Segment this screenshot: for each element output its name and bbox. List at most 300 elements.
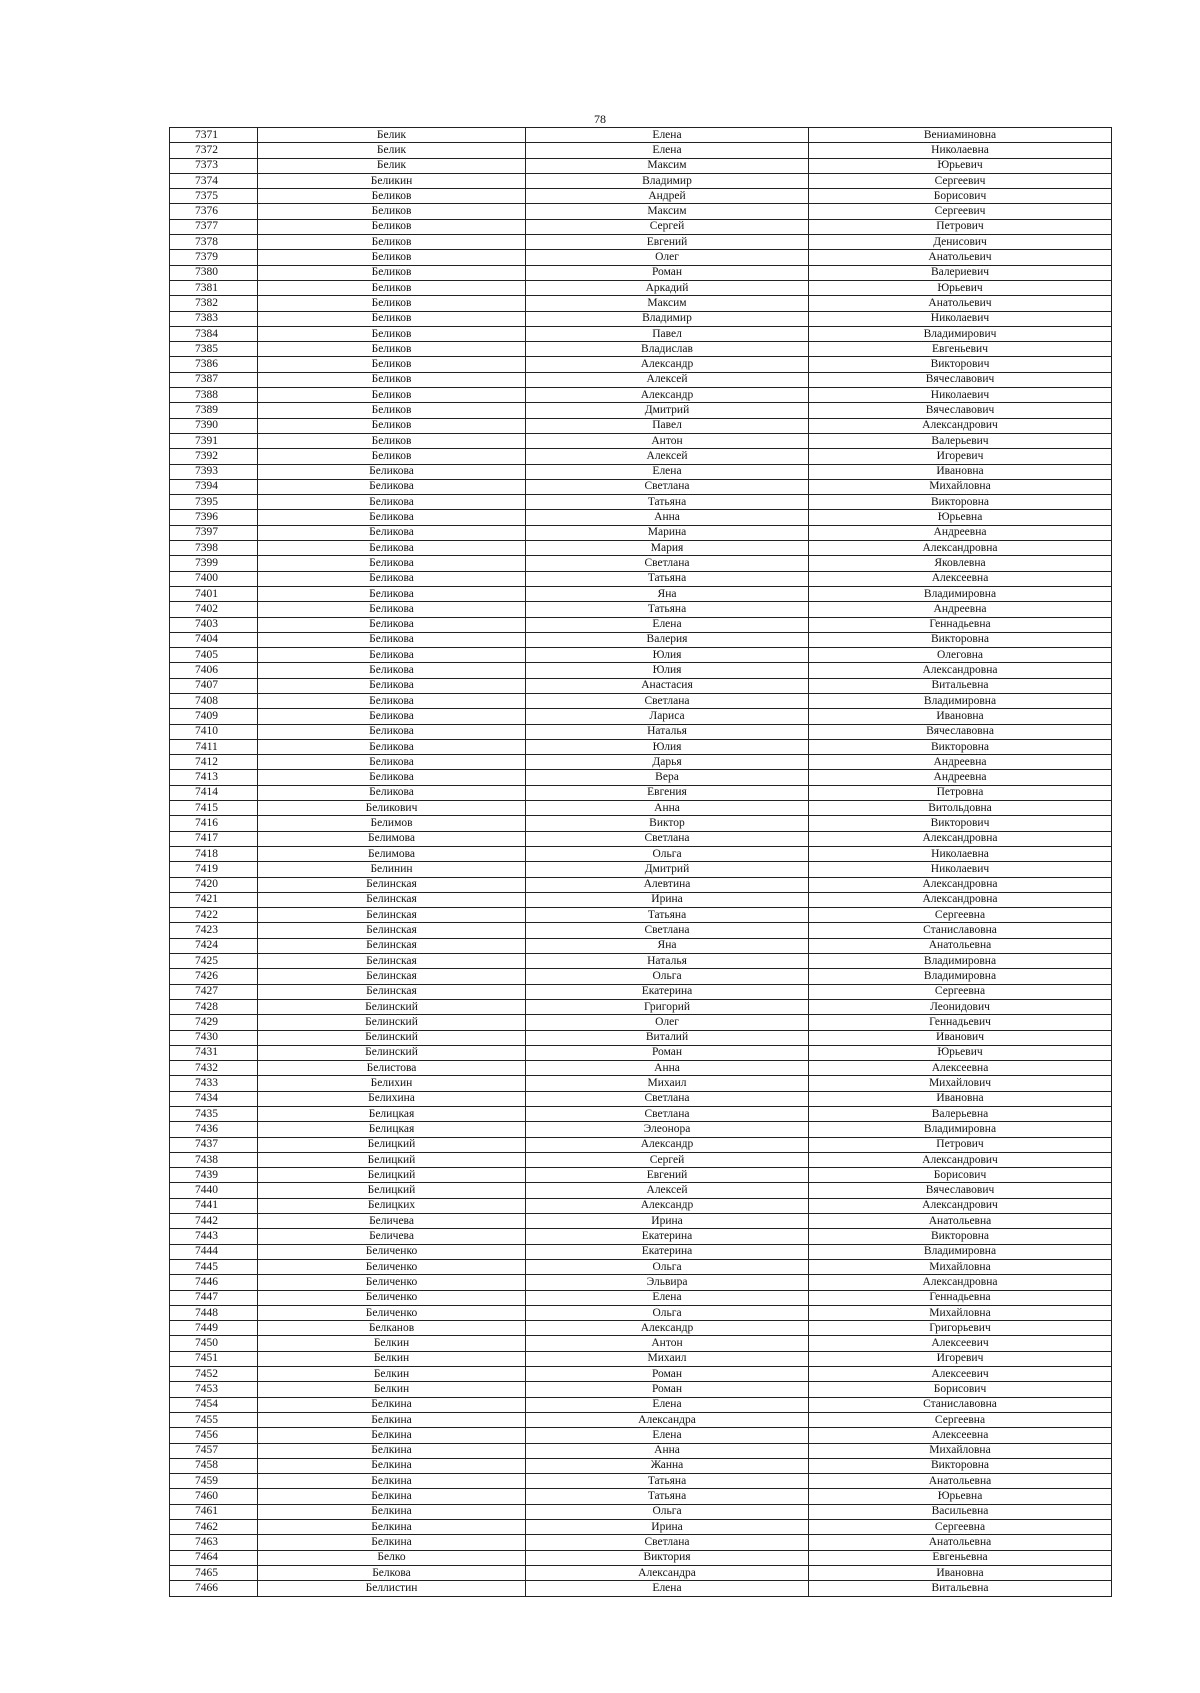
patronymic-cell: Николаевна [809,143,1112,158]
table-row [170,418,1112,433]
row-number-cell: 7432 [170,1061,258,1076]
table-row [170,831,1112,846]
first-name-cell: Алевтина [526,877,809,892]
surname-cell: Беликова [258,479,526,494]
patronymic-cell: Викторович [809,357,1112,372]
surname-cell: Беликова [258,785,526,800]
table-row [170,1214,1112,1229]
surname-cell: Белинская [258,954,526,969]
row-number-cell: 7419 [170,862,258,877]
table-row [170,571,1112,586]
registry-table [169,127,1112,1597]
surname-cell: Беллистин [258,1581,526,1596]
first-name-cell: Елена [526,617,809,632]
row-number-cell: 7392 [170,449,258,464]
surname-cell: Белицкий [258,1183,526,1198]
surname-cell: Белинская [258,877,526,892]
surname-cell: Беликов [258,189,526,204]
patronymic-cell: Станиславовна [809,923,1112,938]
first-name-cell: Светлана [526,693,809,708]
first-name-cell: Владимир [526,311,809,326]
row-number-cell: 7389 [170,403,258,418]
table-row [170,923,1112,938]
patronymic-cell: Александровна [809,1275,1112,1290]
surname-cell: Беличенко [258,1275,526,1290]
row-number-cell: 7460 [170,1489,258,1504]
surname-cell: Беликов [258,326,526,341]
table-row [170,433,1112,448]
patronymic-cell: Ивановна [809,1565,1112,1580]
patronymic-cell: Николаевна [809,846,1112,861]
patronymic-cell: Анатольевич [809,296,1112,311]
table-row [170,1458,1112,1473]
surname-cell: Белкина [258,1520,526,1535]
first-name-cell: Григорий [526,999,809,1014]
patronymic-cell: Александровна [809,663,1112,678]
first-name-cell: Татьяна [526,602,809,617]
surname-cell: Белканов [258,1321,526,1336]
patronymic-cell: Геннадьевна [809,1290,1112,1305]
patronymic-cell: Иванович [809,1030,1112,1045]
table-row [170,541,1112,556]
table-row [170,938,1112,953]
first-name-cell: Александр [526,357,809,372]
table-row [170,1259,1112,1274]
surname-cell: Белик [258,128,526,143]
first-name-cell: Александра [526,1565,809,1580]
patronymic-cell: Юрьевич [809,158,1112,173]
table-row [170,296,1112,311]
table-row [170,1015,1112,1030]
first-name-cell: Антон [526,1336,809,1351]
row-number-cell: 7381 [170,280,258,295]
surname-cell: Беликов [258,204,526,219]
first-name-cell: Елена [526,464,809,479]
patronymic-cell: Петрович [809,219,1112,234]
row-number-cell: 7373 [170,158,258,173]
first-name-cell: Евгений [526,235,809,250]
surname-cell: Беликов [258,219,526,234]
patronymic-cell: Сергеевна [809,1412,1112,1427]
patronymic-cell: Андреевна [809,755,1112,770]
row-number-cell: 7425 [170,954,258,969]
surname-cell: Беликова [258,602,526,617]
patronymic-cell: Александрович [809,418,1112,433]
row-number-cell: 7412 [170,755,258,770]
row-number-cell: 7429 [170,1015,258,1030]
first-name-cell: Роман [526,1367,809,1382]
table-row [170,1443,1112,1458]
first-name-cell: Вера [526,770,809,785]
surname-cell: Беличенко [258,1290,526,1305]
patronymic-cell: Вениаминовна [809,128,1112,143]
patronymic-cell: Викторович [809,816,1112,831]
patronymic-cell: Анатольевна [809,1535,1112,1550]
surname-cell: Беликова [258,693,526,708]
page-number: 78 [594,112,606,126]
table-row [170,984,1112,999]
table-row [170,128,1112,143]
row-number-cell: 7437 [170,1137,258,1152]
row-number-cell: 7372 [170,143,258,158]
patronymic-cell: Васильевна [809,1504,1112,1519]
first-name-cell: Павел [526,326,809,341]
row-number-cell: 7379 [170,250,258,265]
first-name-cell: Яна [526,938,809,953]
surname-cell: Белик [258,143,526,158]
row-number-cell: 7424 [170,938,258,953]
row-number-cell: 7400 [170,571,258,586]
table-row [170,1520,1112,1535]
surname-cell: Белицкий [258,1152,526,1167]
row-number-cell: 7386 [170,357,258,372]
first-name-cell: Елена [526,1290,809,1305]
table-row [170,1504,1112,1519]
surname-cell: Белицкая [258,1107,526,1122]
surname-cell: Белицких [258,1198,526,1213]
surname-cell: Беликова [258,678,526,693]
first-name-cell: Александр [526,388,809,403]
surname-cell: Беликов [258,250,526,265]
surname-cell: Беликова [258,541,526,556]
row-number-cell: 7459 [170,1474,258,1489]
table-row [170,999,1112,1014]
surname-cell: Беликов [258,296,526,311]
patronymic-cell: Витольдовна [809,801,1112,816]
table-row [170,877,1112,892]
table-row [170,1198,1112,1213]
row-number-cell: 7462 [170,1520,258,1535]
table-row [170,892,1112,907]
surname-cell: Беликов [258,342,526,357]
patronymic-cell: Витальевна [809,1581,1112,1596]
registry-table-body [170,128,1112,1597]
table-row [170,265,1112,280]
patronymic-cell: Ивановна [809,709,1112,724]
patronymic-cell: Владимировна [809,954,1112,969]
patronymic-cell: Александрович [809,1152,1112,1167]
table-row [170,372,1112,387]
row-number-cell: 7376 [170,204,258,219]
patronymic-cell: Евгеньевна [809,1550,1112,1565]
row-number-cell: 7420 [170,877,258,892]
surname-cell: Беликова [258,709,526,724]
table-row [170,1122,1112,1137]
table-row [170,1397,1112,1412]
surname-cell: Беличева [258,1214,526,1229]
row-number-cell: 7465 [170,1565,258,1580]
row-number-cell: 7390 [170,418,258,433]
surname-cell: Беликович [258,801,526,816]
row-number-cell: 7449 [170,1321,258,1336]
patronymic-cell: Сергеевна [809,1520,1112,1535]
table-row [170,739,1112,754]
patronymic-cell: Владимировна [809,969,1112,984]
surname-cell: Беликова [258,739,526,754]
surname-cell: Белкин [258,1351,526,1366]
surname-cell: Беликов [258,357,526,372]
patronymic-cell: Ивановна [809,464,1112,479]
first-name-cell: Александр [526,1137,809,1152]
surname-cell: Белинская [258,969,526,984]
table-row [170,1030,1112,1045]
first-name-cell: Светлана [526,1107,809,1122]
row-number-cell: 7445 [170,1259,258,1274]
patronymic-cell: Вячеславович [809,1183,1112,1198]
table-row [170,219,1112,234]
row-number-cell: 7417 [170,831,258,846]
surname-cell: Белицкий [258,1168,526,1183]
table-row [170,785,1112,800]
row-number-cell: 7444 [170,1244,258,1259]
row-number-cell: 7457 [170,1443,258,1458]
surname-cell: Белинская [258,938,526,953]
table-row [170,1244,1112,1259]
first-name-cell: Екатерина [526,1244,809,1259]
table-row [170,173,1112,188]
table-row [170,1565,1112,1580]
table-row [170,1412,1112,1427]
first-name-cell: Анна [526,1443,809,1458]
surname-cell: Белинская [258,908,526,923]
row-number-cell: 7447 [170,1290,258,1305]
table-row [170,556,1112,571]
row-number-cell: 7406 [170,663,258,678]
table-row [170,1137,1112,1152]
surname-cell: Беликова [258,571,526,586]
row-number-cell: 7413 [170,770,258,785]
first-name-cell: Максим [526,158,809,173]
first-name-cell: Александр [526,1198,809,1213]
surname-cell: Белкина [258,1535,526,1550]
table-row [170,525,1112,540]
table-row [170,908,1112,923]
surname-cell: Белицкая [258,1122,526,1137]
table-row [170,1290,1112,1305]
surname-cell: Белихин [258,1076,526,1091]
row-number-cell: 7421 [170,892,258,907]
first-name-cell: Ольга [526,1305,809,1320]
row-number-cell: 7452 [170,1367,258,1382]
row-number-cell: 7464 [170,1550,258,1565]
patronymic-cell: Леонидович [809,999,1112,1014]
surname-cell: Беликов [258,372,526,387]
first-name-cell: Ольга [526,846,809,861]
row-number-cell: 7439 [170,1168,258,1183]
patronymic-cell: Владимировна [809,1244,1112,1259]
first-name-cell: Юлия [526,739,809,754]
row-number-cell: 7438 [170,1152,258,1167]
table-row [170,1489,1112,1504]
patronymic-cell: Юрьевна [809,1489,1112,1504]
surname-cell: Белинский [258,1030,526,1045]
row-number-cell: 7451 [170,1351,258,1366]
surname-cell: Беликова [258,663,526,678]
first-name-cell: Максим [526,296,809,311]
table-row [170,755,1112,770]
table-row [170,1275,1112,1290]
row-number-cell: 7466 [170,1581,258,1596]
table-row [170,1367,1112,1382]
row-number-cell: 7378 [170,235,258,250]
table-row [170,1076,1112,1091]
first-name-cell: Екатерина [526,1229,809,1244]
row-number-cell: 7398 [170,541,258,556]
first-name-cell: Светлана [526,923,809,938]
surname-cell: Белимова [258,831,526,846]
patronymic-cell: Викторовна [809,1229,1112,1244]
surname-cell: Беликова [258,770,526,785]
table-row [170,1382,1112,1397]
first-name-cell: Елена [526,1428,809,1443]
patronymic-cell: Викторовна [809,632,1112,647]
surname-cell: Беликин [258,173,526,188]
first-name-cell: Анна [526,1061,809,1076]
table-row [170,464,1112,479]
row-number-cell: 7387 [170,372,258,387]
surname-cell: Белко [258,1550,526,1565]
patronymic-cell: Михайлович [809,1076,1112,1091]
row-number-cell: 7461 [170,1504,258,1519]
surname-cell: Белкина [258,1428,526,1443]
row-number-cell: 7440 [170,1183,258,1198]
first-name-cell: Михаил [526,1351,809,1366]
patronymic-cell: Борисович [809,1382,1112,1397]
table-row [170,632,1112,647]
first-name-cell: Александр [526,1321,809,1336]
patronymic-cell: Алексеевна [809,1428,1112,1443]
first-name-cell: Виктор [526,816,809,831]
row-number-cell: 7414 [170,785,258,800]
patronymic-cell: Анатольевна [809,1214,1112,1229]
patronymic-cell: Сергеевич [809,204,1112,219]
first-name-cell: Дмитрий [526,862,809,877]
surname-cell: Беличева [258,1229,526,1244]
first-name-cell: Андрей [526,189,809,204]
patronymic-cell: Станиславовна [809,1397,1112,1412]
patronymic-cell: Александровна [809,877,1112,892]
surname-cell: Белимов [258,816,526,831]
first-name-cell: Татьяна [526,908,809,923]
first-name-cell: Светлана [526,831,809,846]
patronymic-cell: Сергеевна [809,908,1112,923]
first-name-cell: Михаил [526,1076,809,1091]
first-name-cell: Максим [526,204,809,219]
table-row [170,709,1112,724]
table-row [170,1550,1112,1565]
first-name-cell: Яна [526,586,809,601]
patronymic-cell: Игоревич [809,1351,1112,1366]
table-row [170,724,1112,739]
surname-cell: Белкина [258,1412,526,1427]
surname-cell: Беликова [258,648,526,663]
table-row [170,1183,1112,1198]
surname-cell: Белинская [258,984,526,999]
surname-cell: Беликова [258,617,526,632]
row-number-cell: 7380 [170,265,258,280]
patronymic-cell: Алексеевна [809,571,1112,586]
first-name-cell: Алексей [526,372,809,387]
patronymic-cell: Вячеславович [809,403,1112,418]
table-row [170,1474,1112,1489]
row-number-cell: 7371 [170,128,258,143]
surname-cell: Беликова [258,525,526,540]
first-name-cell: Антон [526,433,809,448]
first-name-cell: Светлана [526,556,809,571]
table-row [170,770,1112,785]
first-name-cell: Юлия [526,663,809,678]
surname-cell: Белихина [258,1091,526,1106]
row-number-cell: 7399 [170,556,258,571]
patronymic-cell: Витальевна [809,678,1112,693]
row-number-cell: 7428 [170,999,258,1014]
table-row [170,357,1112,372]
table-row [170,1305,1112,1320]
first-name-cell: Ирина [526,1214,809,1229]
row-number-cell: 7427 [170,984,258,999]
table-row [170,143,1112,158]
row-number-cell: 7408 [170,693,258,708]
first-name-cell: Павел [526,418,809,433]
surname-cell: Беличенко [258,1259,526,1274]
row-number-cell: 7415 [170,801,258,816]
table-row [170,280,1112,295]
first-name-cell: Дарья [526,755,809,770]
table-row [170,204,1112,219]
patronymic-cell: Михайловна [809,1305,1112,1320]
table-row [170,388,1112,403]
table-row [170,510,1112,525]
patronymic-cell: Григорьевич [809,1321,1112,1336]
row-number-cell: 7441 [170,1198,258,1213]
patronymic-cell: Игоревич [809,449,1112,464]
table-row [170,189,1112,204]
surname-cell: Белимова [258,846,526,861]
row-number-cell: 7395 [170,495,258,510]
surname-cell: Белкин [258,1367,526,1382]
surname-cell: Белкина [258,1504,526,1519]
table-row [170,1229,1112,1244]
patronymic-cell: Владимировна [809,1122,1112,1137]
patronymic-cell: Николаевич [809,862,1112,877]
surname-cell: Беликов [258,311,526,326]
surname-cell: Белкин [258,1382,526,1397]
surname-cell: Белкина [258,1458,526,1473]
first-name-cell: Алексей [526,449,809,464]
surname-cell: Беликова [258,586,526,601]
surname-cell: Беликов [258,280,526,295]
table-row [170,648,1112,663]
table-row [170,801,1112,816]
surname-cell: Беликова [258,464,526,479]
row-number-cell: 7453 [170,1382,258,1397]
surname-cell: Белкина [258,1489,526,1504]
first-name-cell: Евгений [526,1168,809,1183]
first-name-cell: Сергей [526,1152,809,1167]
first-name-cell: Анастасия [526,678,809,693]
row-number-cell: 7430 [170,1030,258,1045]
row-number-cell: 7384 [170,326,258,341]
patronymic-cell: Олеговна [809,648,1112,663]
first-name-cell: Валерия [526,632,809,647]
first-name-cell: Роман [526,1045,809,1060]
patronymic-cell: Андреевна [809,770,1112,785]
patronymic-cell: Борисович [809,1168,1112,1183]
table-row [170,969,1112,984]
row-number-cell: 7388 [170,388,258,403]
row-number-cell: 7442 [170,1214,258,1229]
first-name-cell: Дмитрий [526,403,809,418]
